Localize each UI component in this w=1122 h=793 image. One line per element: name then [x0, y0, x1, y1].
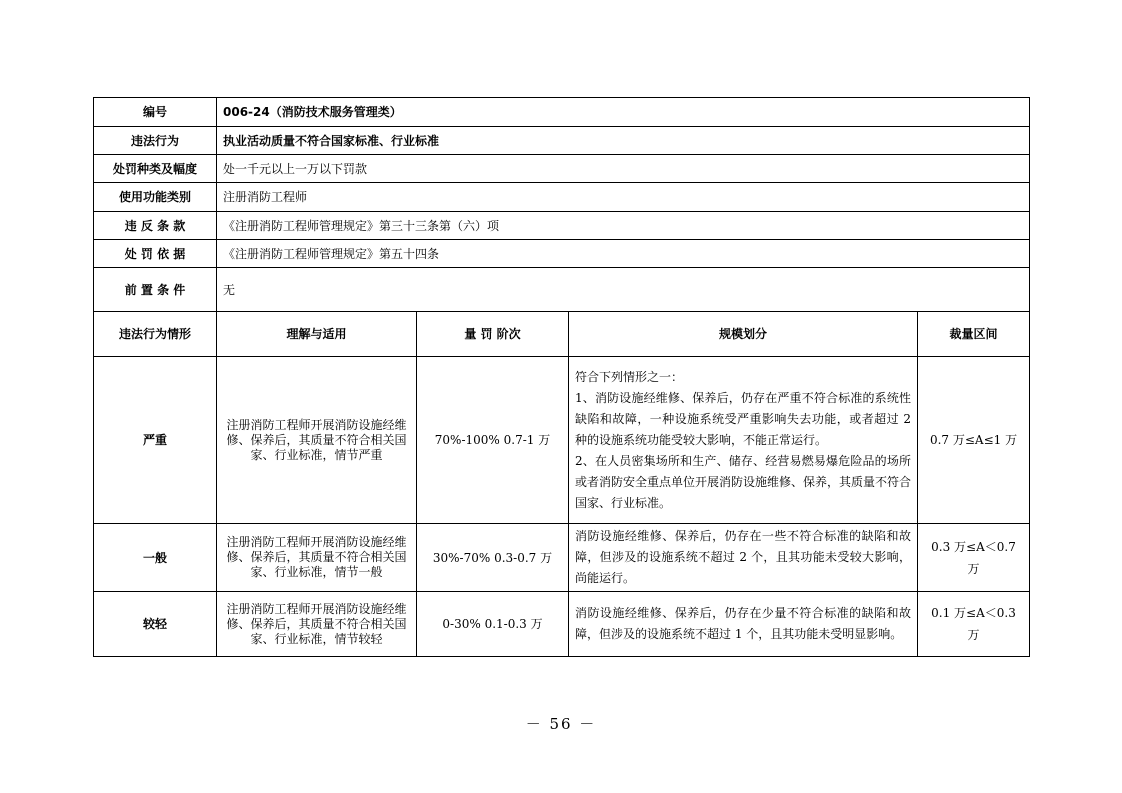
code-value: 006-24（消防技术服务管理类）: [217, 98, 1030, 127]
penalty-step-cell: 0-30% 0.1-0.3 万: [417, 592, 569, 657]
scale-line: 消防设施经维修、保养后，仍存在一些不符合标准的缺陷和故障，但涉及的设施系统不超过 2 个，且其功能未受较大影响，尚能运行。: [575, 529, 911, 585]
penalty-row: [94, 155, 1030, 183]
scale-line: 符合下列情形之一：: [575, 369, 684, 384]
header-situation: 违法行为情形: [94, 312, 217, 357]
scale-cell: [569, 357, 918, 524]
level-cell: 严重: [94, 357, 217, 524]
article-value: 《注册消防工程师管理规定》第三十三条第（六）项: [217, 212, 1030, 240]
penalty-step-cell: 30%-70% 0.3-0.7 万: [417, 524, 569, 592]
scale-line: 消防设施经维修、保养后，仍存在少量不符合标准的缺陷和故障，但涉及的设施系统不超过 1 个，且其功能未受明显影响。: [575, 606, 911, 641]
basis-value: 《注册消防工程师管理规定》第五十四条: [217, 240, 1030, 268]
penalty-step-cell: 70%-100% 0.7-1 万: [417, 357, 569, 524]
scale-cell: [569, 592, 918, 657]
category-value: 注册消防工程师: [217, 183, 1030, 212]
range-cell: 0.3 万≤A＜0.7 万: [918, 524, 1030, 592]
scale-line: 1、消防设施经维修、保养后，仍存在严重不符合标准的系统性缺陷和故障，一种设施系统受严重影响失去功能，或者超过 2 种的设施系统功能受较大影响，不能正常运行。: [575, 390, 911, 447]
precondition-value: 无: [217, 268, 1030, 312]
page-number: － 56 －: [525, 715, 597, 733]
penalty-standard-table: [93, 97, 1030, 657]
table-row: [94, 357, 1030, 524]
scale-cell: [569, 524, 918, 592]
category-row: [94, 183, 1030, 212]
article-label: 违 反 条 款: [94, 212, 217, 240]
article-row: [94, 212, 1030, 240]
header-range: 裁量区间: [918, 312, 1030, 357]
violation-label: 违法行为: [94, 127, 217, 155]
table-row: [94, 592, 1030, 657]
code-label: 编号: [94, 98, 217, 127]
level-cell: 较轻: [94, 592, 217, 657]
level-cell: 一般: [94, 524, 217, 592]
understanding-cell: 注册消防工程师开展消防设施经维修、保养后，其质量不符合相关国家、行业标准，情节较轻: [217, 592, 417, 657]
penalty-label: 处罚种类及幅度: [94, 155, 217, 183]
violation-value: 执业活动质量不符合国家标准、行业标准: [217, 127, 1030, 155]
header-penalty-step: 量 罚 阶次: [417, 312, 569, 357]
grid-header-row: [94, 312, 1030, 357]
understanding-cell: 注册消防工程师开展消防设施经维修、保养后，其质量不符合相关国家、行业标准，情节一般: [217, 524, 417, 592]
precondition-label: 前 置 条 件: [94, 268, 217, 312]
penalty-value: 处一千元以上一万以下罚款: [217, 155, 1030, 183]
basis-row: [94, 240, 1030, 268]
code-row: [94, 98, 1030, 127]
range-cell: 0.7 万≤A≤1 万: [918, 357, 1030, 524]
precondition-row: [94, 268, 1030, 312]
understanding-cell: 注册消防工程师开展消防设施经维修、保养后，其质量不符合相关国家、行业标准，情节严重: [217, 357, 417, 524]
basis-label: 处 罚 依 据: [94, 240, 217, 268]
violation-row: [94, 127, 1030, 155]
header-understanding: 理解与适用: [217, 312, 417, 357]
header-scale: 规模划分: [569, 312, 918, 357]
range-cell: 0.1 万≤A＜0.3 万: [918, 592, 1030, 657]
table-row: [94, 524, 1030, 592]
category-label: 使用功能类别: [94, 183, 217, 212]
scale-line: 2、在人员密集场所和生产、储存、经营易燃易爆危险品的场所或者消防安全重点单位开展消防设施维修、保养，其质量不符合国家、行业标准。: [575, 453, 912, 510]
